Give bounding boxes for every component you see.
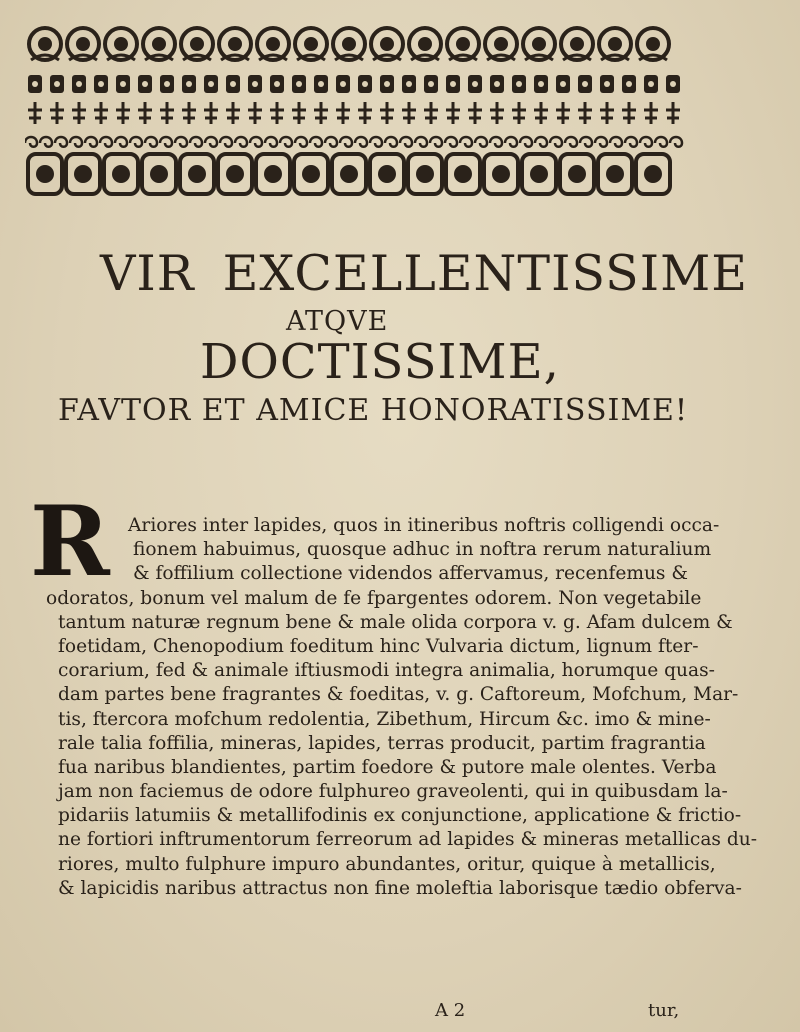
text-line: riores, multo fulphure impuro abundantes, oritur, quique à metallicis, [58, 853, 716, 875]
text-line: dam partes bene fragrantes & foeditas, v. g. Caftoreum, Mofchum, Mar- [58, 684, 739, 706]
text-line: ne fortiori inftrumentorum ferreorum ad lapides & mineras metallicas du- [58, 829, 758, 851]
heading-excellentissime: EXCELLENTISSIME [222, 245, 749, 302]
text-line: tis, ftercora mofchum redolentia, Zibethum, Hircum &c. imo & mine- [58, 708, 711, 730]
body-text [46, 514, 758, 901]
heading-favtor: FAVTOR ET AMICE HONORATISSIME! [58, 393, 689, 428]
text-line: & lapicidis naribus attractus non fine moleftia laborisque tædio obferva- [58, 877, 742, 899]
text-line: foetidam, Chenopodium foeditum hinc Vulvaria dictum, lignum fter- [58, 635, 699, 657]
ornament-graphic [25, 22, 685, 202]
text-line: fua naribus blandientes, partim foedore & putore male olentes. Verba [58, 756, 717, 778]
heading-doctissime: DOCTISSIME, [200, 334, 560, 390]
text-line: jam non faciemus de odore fulphureo graveolenti, qui in quibusdam la- [58, 781, 728, 803]
heading-atqve: ATQVE [286, 306, 389, 337]
signature-mark: A 2 [435, 1000, 466, 1021]
text-line: Ariores inter lapides, quos in itineribus noftris colligendi occa- [128, 515, 720, 536]
text-line: rale talia foffilia, mineras, lapides, terras producit, partim fragrantia [58, 732, 706, 754]
text-line: tantum naturæ regnum bene & male olida corpora v. g. Afam dulcem & [58, 611, 733, 633]
text-line: odoratos, bonum vel malum de fe fpargentes odorem. Non vegetabile [46, 587, 702, 609]
heading-vir-excellentissime [100, 245, 749, 302]
drop-cap: R [30, 485, 110, 598]
text-line: corarium, fed & animale iftiusmodi integra animalia, horumque quas- [58, 660, 715, 682]
ornament-band [25, 22, 685, 202]
text-line: fionem habuimus, quosque adhuc in noftra rerum naturalium [133, 539, 712, 561]
text-line: & foffilium collectione videndos affervamus, recenfemus & [133, 563, 688, 585]
catchword: tur, [648, 1000, 680, 1021]
text-line: pidariis latumiis & metallifodinis ex conjunctione, applicatione & frictio- [58, 805, 742, 827]
heading-vir: VIR [100, 245, 195, 302]
